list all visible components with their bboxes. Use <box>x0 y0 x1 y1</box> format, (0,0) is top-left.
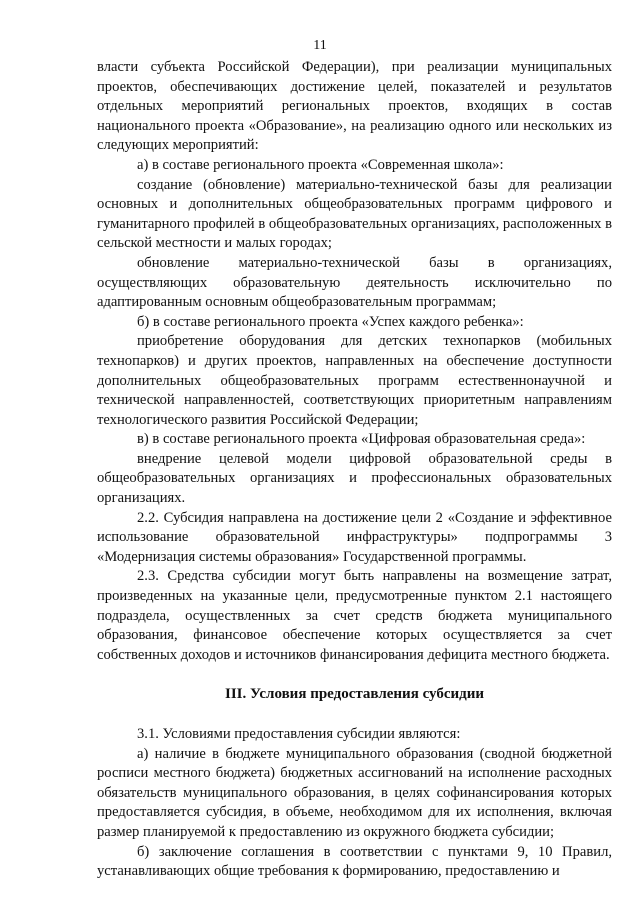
paragraph: а) в составе регионального проекта «Современная школа»: <box>137 156 504 173</box>
paragraph: б) в составе регионального проекта «Успех каждого ребенка»: <box>137 313 524 330</box>
paragraph: внедрение целевой модели цифровой образовательной среды в общеобразовательных организациях и профессиональных образовательных организациях. <box>97 450 612 507</box>
paragraph: 2.3. Средства субсидии могут быть направлены на возмещение затрат, произведенных на указанные цели, предусмотренные пунктом 2.1 настоящего подраздела, осуществленных за счет средств бюджета муниципального образования, финансовое обеспечение которых осуществляется за счет собственных доходов и источников финансирования дефицита местного бюджета. <box>97 568 612 663</box>
paragraph: 2.2. Субсидия направлена на достижение цели 2 «Создание и эффективное использование образовательной инфраструктуры» подпрограммы 3 «Модернизация системы образования» Государственной программы. <box>97 509 612 565</box>
paragraph: создание (обновление) материально-технической базы для реализации основных и дополнительных общеобразовательных программ цифрового и гуманитарного профилей в общеобразовательных организациях, расположенных в сельской местности и малых городах; <box>97 176 612 252</box>
paragraph: б) заключение соглашения в соответствии с пунктами 9, 10 Правил, устанавливающих общие требования к формированию, предоставлению и <box>97 843 612 880</box>
paragraph: приобретение оборудования для детских технопарков (мобильных технопарков) и других проектов, направленных на обеспечение доступности дополнительных общеобразовательных программ естественнонаучной и технической направленностей, соответствующих приоритетным направлениям технологического развития Российской Федерации; <box>97 333 612 428</box>
section-heading: III. Условия предоставления субсидии <box>224 686 484 703</box>
paragraph: власти субъекта Российской Федерации), при реализации муниципальных проектов, обеспечивающих достижение целей, показателей и результатов отдельных мероприятий региональных проектов, входящих в состав национального проекта «Образование», на реализацию одного или нескольких из следующих мероприятий: <box>97 59 612 154</box>
page-number: 11 <box>313 38 327 53</box>
document-body <box>97 58 612 882</box>
paragraph: а) наличие в бюджете муниципального образования (сводной бюджетной росписи местного бюджета) бюджетных ассигнований на исполнение расходных обязательств муниципального образования, в целях софинансирования которых предоставляется субсидия, в объеме, необходимом для их исполнения, включая размер планируемой к предоставлению из окружного бюджета субсидии; <box>97 745 612 840</box>
paragraph: обновление материально-технической базы в организациях, осуществляющих образовательную деятельность исключительно по адаптированным основным общеобразовательным программам; <box>97 254 612 311</box>
paragraph: 3.1. Условиями предоставления субсидии являются: <box>137 726 461 742</box>
paragraph: в) в составе регионального проекта «Цифровая образовательная среда»: <box>137 431 586 448</box>
